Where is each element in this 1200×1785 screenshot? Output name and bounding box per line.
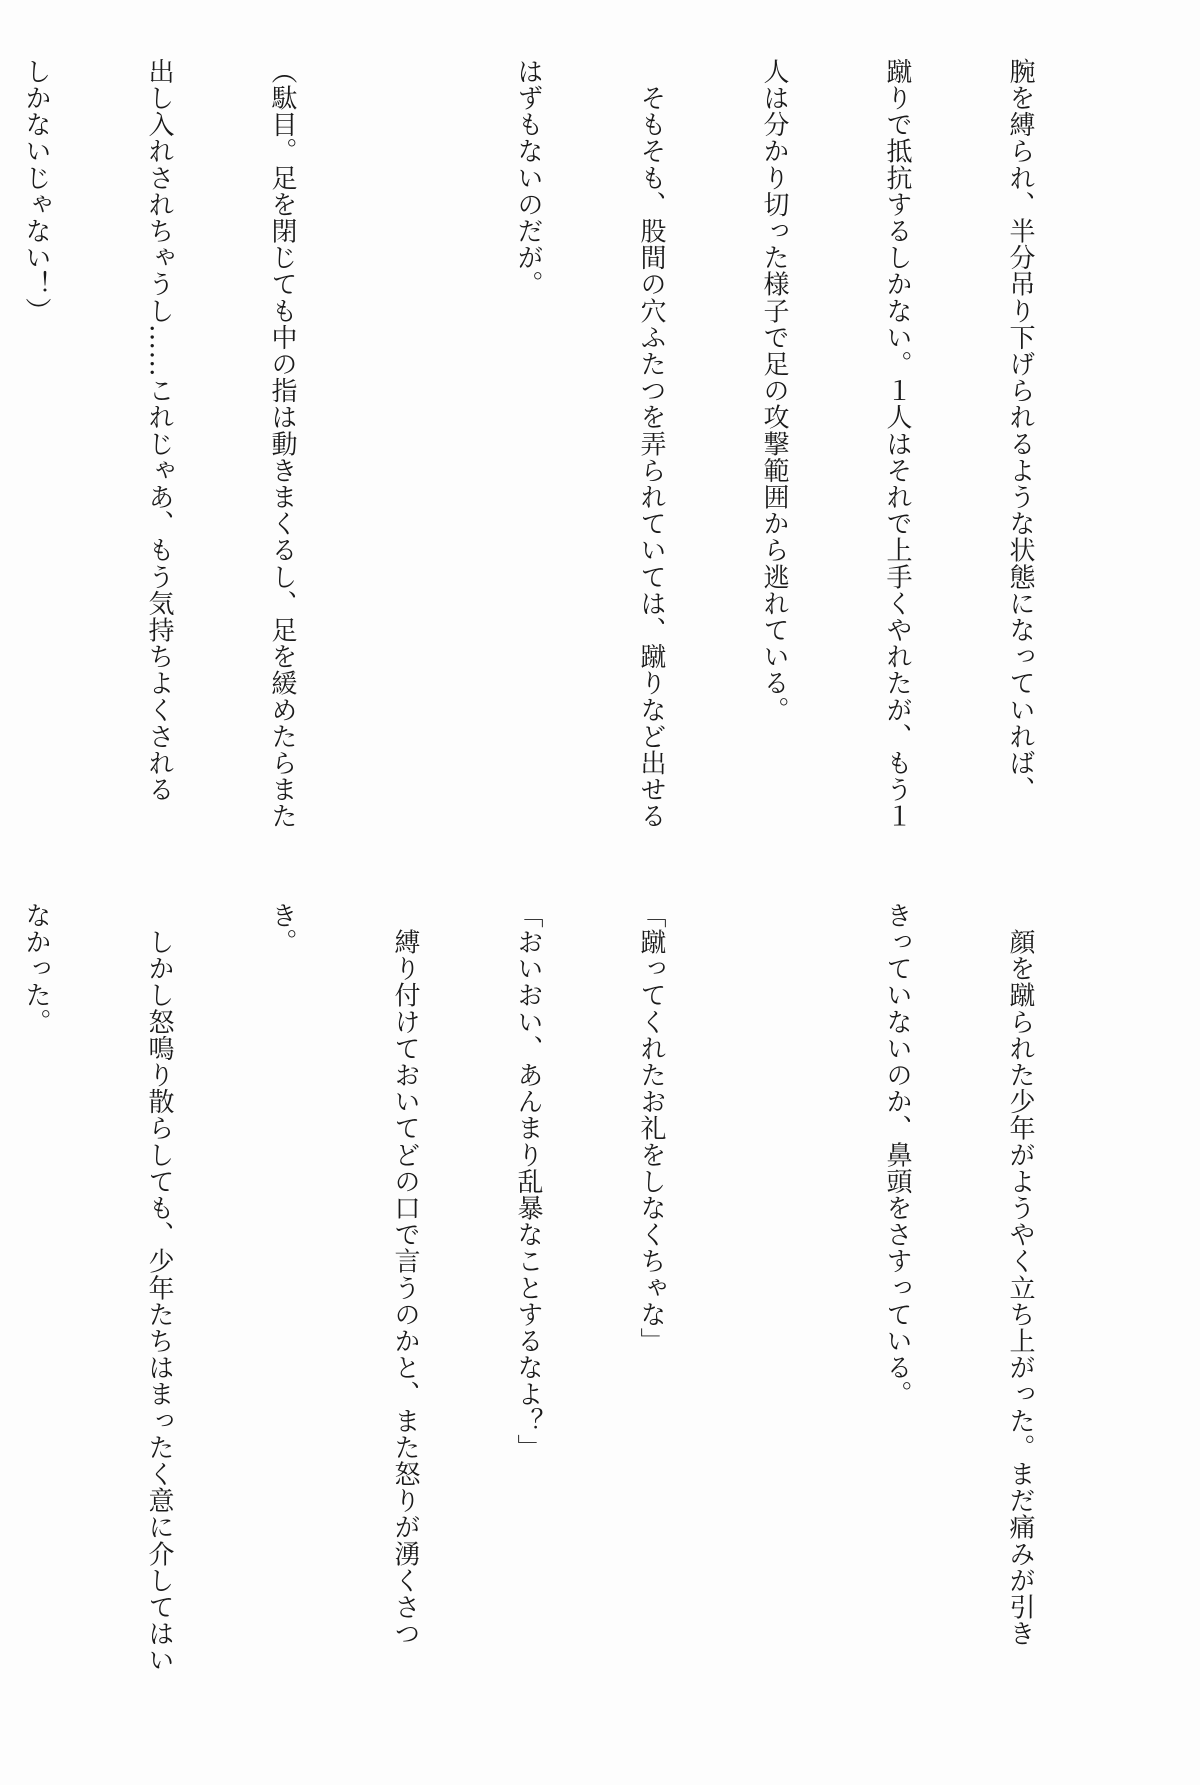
- text-line: （駄目。足を閉じても中の指は動きまくるし、足を緩めたらまた: [267, 58, 297, 830]
- text-line: きっていないのか、鼻頭をさすっている。: [882, 902, 912, 1408]
- bottom-text-block: [0, 902, 1122, 1692]
- text-line: 腕を縛られ、半分吊り下げられるような状態になっていれば、: [1005, 58, 1035, 803]
- text-line: 「おいおい、あんまり乱暴なことするなよ？」: [513, 902, 543, 1461]
- text-line: そもそも、股間の穴ふたつを弄られていては、蹴りなど出せる: [636, 58, 666, 830]
- text-line: 蹴りで抵抗するしかない。１人はそれで上手くやれたが、もう１: [882, 58, 912, 830]
- text-line: はずもないのだが。: [513, 58, 543, 298]
- text-line: 人は分かり切った様子で足の攻撃範囲から逃れている。: [759, 58, 789, 723]
- text-line: しかし怒鳴り散らしても、少年たちはまったく意に介してはい: [144, 902, 174, 1674]
- text-line: 「蹴ってくれたお礼をしなくちゃな」: [636, 902, 666, 1355]
- text-line: なかった。: [21, 902, 51, 1035]
- text-line: 出し入れされちゃうし……これじゃあ、もう気持ちよくされる: [144, 58, 174, 803]
- text-line: き。: [267, 902, 297, 956]
- paragraph-gap: [753, 902, 794, 1692]
- paragraph-gap: [384, 58, 425, 848]
- text-line: しかないじゃない！）: [21, 58, 51, 324]
- text-line: 縛り付けておいてどの口で言うのかと、また怒りが湧くさつ: [390, 902, 420, 1647]
- top-text-block: [0, 58, 1122, 848]
- text-line: 顔を蹴られた少年がようやく立ち上がった。まだ痛みが引き: [1005, 902, 1035, 1647]
